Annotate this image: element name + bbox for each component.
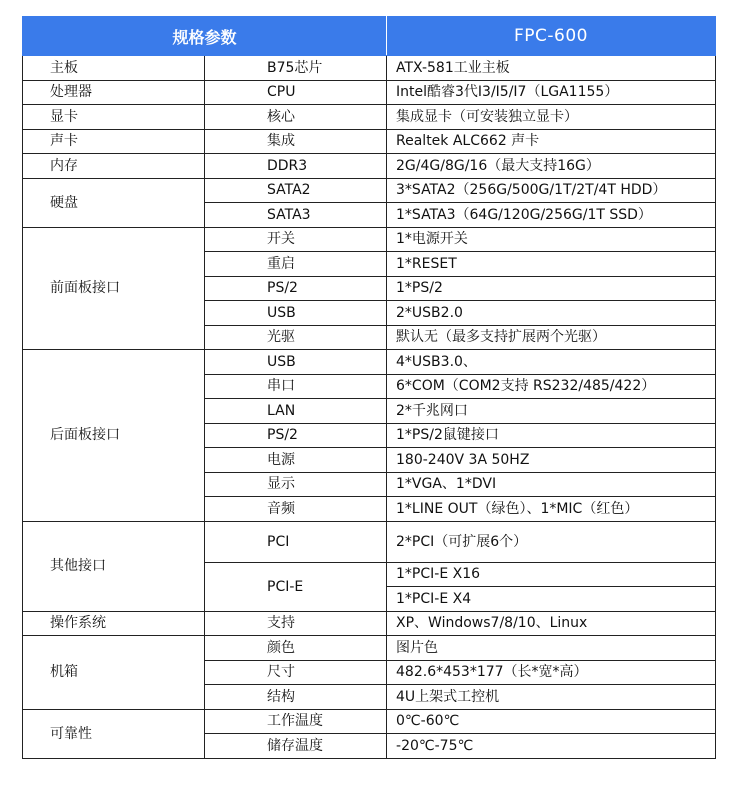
value-cell: 1*PCI-E X4: [387, 587, 716, 612]
item-cell: SATA3: [205, 203, 387, 228]
value-cell: 1*电源开关: [387, 227, 716, 252]
value-cell: XP、Windows7/8/10、Linux: [387, 611, 716, 636]
value-cell: 2*千兆网口: [387, 399, 716, 424]
item-cell: LAN: [205, 399, 387, 424]
category-cell: 其他接口: [23, 521, 205, 611]
table-row: [23, 709, 716, 734]
item-cell: 储存温度: [205, 734, 387, 759]
category-cell: 硬盘: [23, 178, 205, 227]
category-cell: 前面板接口: [23, 227, 205, 350]
table-row: [23, 129, 716, 154]
value-cell: 1*LINE OUT（绿色）、1*MIC（红色）: [387, 497, 716, 522]
model-header: FPC-600: [387, 17, 716, 56]
category-cell: 内存: [23, 154, 205, 179]
item-cell: 尺寸: [205, 660, 387, 685]
item-cell: 颜色: [205, 636, 387, 661]
item-cell: USB: [205, 301, 387, 326]
value-cell: 1*PCI-E X16: [387, 562, 716, 587]
item-cell: 显示: [205, 472, 387, 497]
value-cell: 1*PS/2: [387, 276, 716, 301]
item-cell: 支持: [205, 611, 387, 636]
item-cell: 串口: [205, 374, 387, 399]
value-cell: 0℃-60℃: [387, 709, 716, 734]
value-cell: Realtek ALC662 声卡: [387, 129, 716, 154]
item-cell: USB: [205, 350, 387, 375]
param-header: 规格参数: [23, 17, 387, 56]
value-cell: 1*RESET: [387, 252, 716, 277]
item-cell: B75芯片: [205, 56, 387, 81]
item-cell: 结构: [205, 685, 387, 710]
item-cell: PCI: [205, 521, 387, 562]
item-cell: PCI-E: [205, 562, 387, 611]
value-cell: 4*USB3.0、: [387, 350, 716, 375]
table-row: [23, 227, 716, 252]
value-cell: 1*VGA、1*DVI: [387, 472, 716, 497]
item-cell: 核心: [205, 105, 387, 130]
value-cell: 2G/4G/8G/16（最大支持16G）: [387, 154, 716, 179]
item-cell: 重启: [205, 252, 387, 277]
header-row: [23, 17, 716, 56]
value-cell: 482.6*453*177（长*宽*高）: [387, 660, 716, 685]
item-cell: PS/2: [205, 276, 387, 301]
item-cell: CPU: [205, 80, 387, 105]
value-cell: 180-240V 3A 50HZ: [387, 448, 716, 473]
table-row: [23, 105, 716, 130]
value-cell: 3*SATA2（256G/500G/1T/2T/4T HDD）: [387, 178, 716, 203]
item-cell: 光驱: [205, 325, 387, 350]
value-cell: 4U上架式工控机: [387, 685, 716, 710]
value-cell: 2*PCI（可扩展6个）: [387, 521, 716, 562]
value-cell: 1*SATA3（64G/120G/256G/1T SSD）: [387, 203, 716, 228]
category-cell: 处理器: [23, 80, 205, 105]
item-cell: PS/2: [205, 423, 387, 448]
item-cell: 集成: [205, 129, 387, 154]
table-row: [23, 154, 716, 179]
category-cell: 可靠性: [23, 709, 205, 758]
value-cell: 默认无（最多支持扩展两个光驱）: [387, 325, 716, 350]
table-row: [23, 636, 716, 661]
category-cell: 声卡: [23, 129, 205, 154]
value-cell: Intel酷睿3代I3/I5/I7（LGA1155）: [387, 80, 716, 105]
item-cell: 工作温度: [205, 709, 387, 734]
value-cell: 6*COM（COM2支持 RS232/485/422）: [387, 374, 716, 399]
category-cell: 操作系统: [23, 611, 205, 636]
table-row: [23, 80, 716, 105]
value-cell: 图片色: [387, 636, 716, 661]
value-cell: 2*USB2.0: [387, 301, 716, 326]
table-row: [23, 350, 716, 375]
item-cell: DDR3: [205, 154, 387, 179]
value-cell: 1*PS/2鼠键接口: [387, 423, 716, 448]
category-cell: 主板: [23, 56, 205, 81]
table-row: [23, 611, 716, 636]
value-cell: -20℃-75℃: [387, 734, 716, 759]
table-row: [23, 521, 716, 562]
value-cell: ATX-581工业主板: [387, 56, 716, 81]
spec-table: [22, 16, 716, 759]
item-cell: 音频: [205, 497, 387, 522]
table-row: [23, 56, 716, 81]
table-row: [23, 178, 716, 203]
category-cell: 机箱: [23, 636, 205, 710]
category-cell: 显卡: [23, 105, 205, 130]
item-cell: 开关: [205, 227, 387, 252]
item-cell: 电源: [205, 448, 387, 473]
item-cell: SATA2: [205, 178, 387, 203]
value-cell: 集成显卡（可安装独立显卡）: [387, 105, 716, 130]
category-cell: 后面板接口: [23, 350, 205, 522]
